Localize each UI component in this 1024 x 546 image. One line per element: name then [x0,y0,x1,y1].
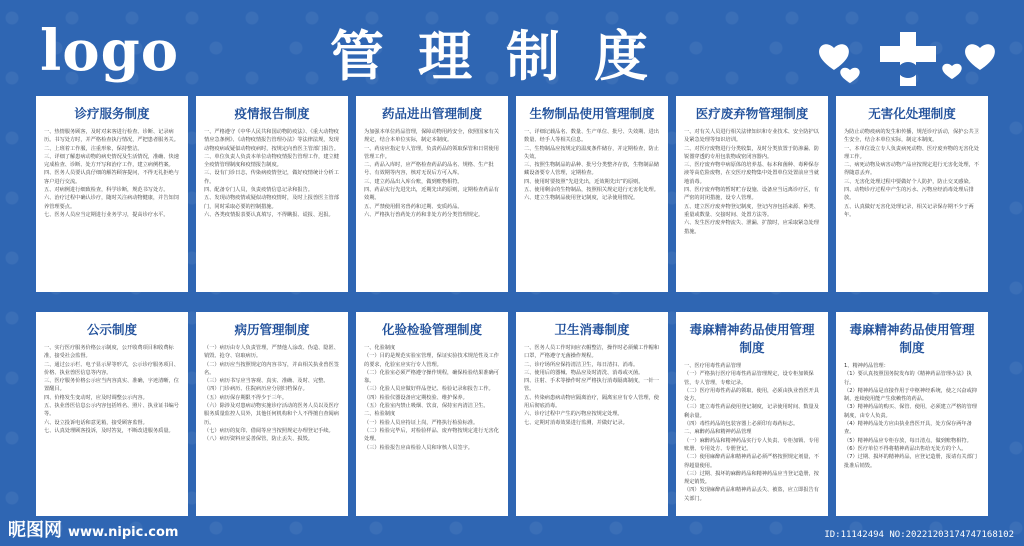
panel-title: 化验检验管理制度 [381,322,482,337]
pet-hearts-icon [812,18,1002,90]
panel-top-1 [196,96,348,292]
panel-title: 药品进出管理制度 [381,106,482,121]
panel-text: （一）病历由专人负责管理，严禁他人涂改、伪造、隐匿、销毁、抢夺、窃取病历。 （二）病历应当按照规定的内容书写，并由相关执业兽医签名。 （三）病历书写应当客观、真实、准确、及时、完整。 （四）门诊病历、住院病历应分别归档保存。 （五）病历保存期限不得少于三年。 （六）除涉及对患病动物实施诊疗活动的医务人员以及医疗服务质量监控人员外，其他任何机构和个人不得擅自查阅病历。 （七）病历的复印、借阅等应当按照规定办理登记手续。 （八）病历资料应妥善保管，防止丢失、损毁。 [204,345,339,443]
panel-text: 一、严格遵守《中华人民共和国动物防疫法》、《重大动物疫情应急条例》、《动物疫情报告管理办法》等法律法规，发现动物疫病或疑似动物疫病时，按规定向兽医主管部门报告。 二、单位负责人负责本单位动物疫情报告管理工作，建立健全疫情管理制度和疫情报告制度。 三、设有门诊日志，传染病疫情登记，做好疫情统计分析工作。 四、配备专门人员，负责疫情信息记录和报告。 五、发现动物疫情或疑似动物疫情时，及时上报兽医主管部门，同时采取必要的控制措施。 六、各类疫情报表要认真填写，不得瞒报、谎报、迟报。 [204,129,339,218]
panel-text: 一、医务人员工作时间应衣帽整洁，操作时必须戴工作帽和口罩，严格遵守无菌操作规程。 二、诊疗场所应保持清洁卫生，每日清扫、消毒。 三、使用后的器械、物品应及时清洗、消毒或灭菌。 四、注射、手术等操作时应严格执行消毒隔离制度，一针一管。 五、传染病患病动物应隔离治疗，隔离室应有专人管理，使用后彻底消毒。 六、诊疗过程中产生的污物应按规定处理。 七、定期对消毒效果进行监测，并做好记录。 [524,345,659,426]
panel-top-3 [516,96,668,292]
page-title: 管理制度 [330,25,682,88]
panel-text: 一、对有关人员进行相关法律知识和专业技术、安全防护以及紧急处理等知识培训。 二、对医疗废物进行分类收集，及时分类放置于防渗漏、防锐器穿透的专用包装物或密闭容器内。 三、医疗废弃物中病原体的培养基、标本和菌种、毒种保存液等高危险废物，在交医疗废物集中处置单位处置前应当就地消毒。 四、医疗废弃物的暂时贮存设施、设备应当远离诊疗区，有严密的封闭措施，设专人管理。 五、建立医疗废弃物登记制度，登记内容包括来源、种类、重量或数量、交接时间、处置方法等。 六、发生医疗废弃物流失、泄漏、扩散时，应采取紧急处理措施。 [684,129,819,235]
panel-title: 毒麻精神药品使用管理制度 [849,322,975,355]
watermark-url: www.nipic.com [68,525,179,540]
panel-title: 疫情报告制度 [234,106,310,121]
panel-title: 医疗废弃物管理制度 [695,106,809,121]
panel-text: 为加强本单位药品管理，保障动物用药安全，依照国家有关规定，结合本单位实际，制定本制度。 一、药房应指定专人管理，负责药品的领取保管和日常使用管理工作。 二、药品入库时，应严格检查药品的品名、规格、生产批号、有效期等内容，核对无误后方可入库。 三、建立药品出入库台账，做到账物相符。 四、药品实行先进先出，近期先出的原则，定期检查药品有效期。 五、严禁使用假劣兽药和过期、变质药品。 六、严格执行兽药处方药和非处方药分类管理规定。 [364,129,499,218]
panel-title: 诊疗服务制度 [74,106,150,121]
logo: logo [40,18,180,84]
panel-bottom-2 [356,312,508,516]
panel-title: 卫生消毒制度 [554,322,630,337]
panel-title: 生物制品使用管理制度 [529,106,655,121]
panel-bottom-3 [516,312,668,516]
panel-title: 公示制度 [86,322,137,337]
panel-text: 一、实行医疗服务价格公示制度，公开收费项目和收费标准，接受社会监督。 二、通过公示栏、电子显示屏等形式，公示诊疗服务项目、价格、执业兽医信息等内容。 三、医疗服务价格公示应当内容真实、准确，字迹清晰，位置醒目。 四、价格发生变动时，应及时调整公示内容。 五、执业兽医信息公示内容包括姓名、照片、执业证书编号等。 六、设立投诉电话和意见箱，接受顾客监督。 七、认真处理顾客投诉，及时答复，不断改进服务质量。 [44,345,179,434]
panel-text: 为防止动物疫病的发生和传播，规范诊疗活动，保护公共卫生安全，结合本单位实际，制定本制度。 一、本单位设立专人负责病死动物、医疗废弃物的无害化处理工作。 二、病死动物及病害动物产品应按规定进行无害化处理，不得随意丢弃。 三、无害化处理过程中要做好个人防护，防止交叉感染。 四、动物诊疗过程中产生的污水、污物应经消毒处理后排放。 五、认真做好无害化处理记录，相关记录保存期不少于两年。 [844,129,979,218]
panel-top-4 [676,96,828,292]
panel-top-0 [36,96,188,292]
panel-title: 病历管理制度 [234,322,310,337]
panel-text: 一、化验制度 （一）目的是规范实验室管理，保证实验技术规范性及工作的要求，化验室应实行专人管理。 （二）化验室必须严格遵守操作规程，确保检验结果准确可靠。 （三）化验人员应做好样品登记、检验记录和报告工作。 （四）检验仪器设备应定期校验、维护保养。 （五）化验室内禁止吸烟、饮食，保持室内清洁卫生。 二、检验制度 （一）检验人员应持证上岗，严格执行检验标准。 （二）检验完毕后，对检验样品、废弃物按规定进行无害化处理。 （三）检验报告应由检验人员和审核人员签字。 [364,345,499,451]
panel-bottom-0 [36,312,188,516]
panel-top-5 [836,96,988,292]
watermark-id: ID:11142494 NO:20221203174747168102 [824,530,1014,540]
panel-bottom-5 [836,312,988,516]
panel-text: 一、热情服务顾客，及时对来客进行检查、诊断、记录病历。书写处方时，并严格检查执行情况，严把患者服务关。 二、上班着工作服，注重形象，保持整洁。 三、详细了解患病动物的病史情况及生活情况，准确、快速完成检查、诊断、处方开写和治疗工作，建立病例档案。 四、医务人员要认真仔细的解答顾客提问，不得无礼拒绝与客户进行交流。 五、对病例进行细致检查，科学诊断，规范书写处方。 六、治疗过程中确认诊疗，随时关注病动物健康，并告知饲养管理要点。 七、医务人员应当定期进行业务学习，提高诊疗水平。 [44,129,179,218]
panel-text: 1、精神药品管理： （1）要认真按照国务院发布的《精神药品管理办法》执行。 （2）精神药品是直接作用于中枢神经系统，使之兴奋或抑制，连续使用能产生依赖性的药品。 （3）精神药品的购买、保管、使用，必须建立严格的管理制度，由专人负责。 （4）精神药品处方应由执业兽医开具，处方保存两年备查。 （5）精神药品应专柜存放，每日清点，做到账物相符。 （6）医疗单位不得将精神药品出售给无处方的个人。 （7）过期、损坏的精神药品，应登记造册，报请有关部门批准后销毁。 [844,363,977,469]
panel-bottom-1 [196,312,348,516]
panel-text: 一、医疗用毒性药品管理 （一）严格执行医疗用毒性药品管理规定，设专柜加锁保管，专人管理，专账记录。 （二）医疗用毒性药品的领取、使用，必须由执业兽医开具处方。 （三）建立毒性药品使用登记制度，记录使用时间、数量及剩余量。 （四）毒性药品的包装容器上必须印有毒药标志。 二、麻醉药品和精神药品管理 （一）麻醉药品和精神药品实行专人负责、专柜加锁、专用账册、专用处方、专册登记。 （二）使用麻醉药品和精神药品必须严格按照规定剂量，不得超量使用。 （三）过期、损坏的麻醉药品和精神药品应当登记造册，按规定销毁。 （四）发现麻醉药品和精神药品丢失、被盗，应立即报告有关部门。 [684,363,819,502]
panel-title: 无害化处理制度 [868,106,956,121]
watermark-site-name: 昵图网 [8,520,62,541]
panel-top-2 [356,96,508,292]
watermark-site [8,516,178,542]
panel-bottom-4 [676,312,828,516]
panel-title: 毒麻精神药品使用管理制度 [689,322,815,355]
panel-text: 一、详细记载品名、数量、生产单位、批号、失效期、进出数量、经手人等相关信息。 二、生物制品应按规定的温度条件储存，并定期检查，防止失效。 三、按照生物制品的品种、批号分类整齐存放，生物制品储藏设备要专人管理，定期检查。 四、使用时要按照“先进先出，近效期先出”的原则。 五、使用剩余的生物制品，按照相关规定进行无害化处理。 六、建立生物制品使用登记制度，记录使用情况。 [524,129,659,202]
